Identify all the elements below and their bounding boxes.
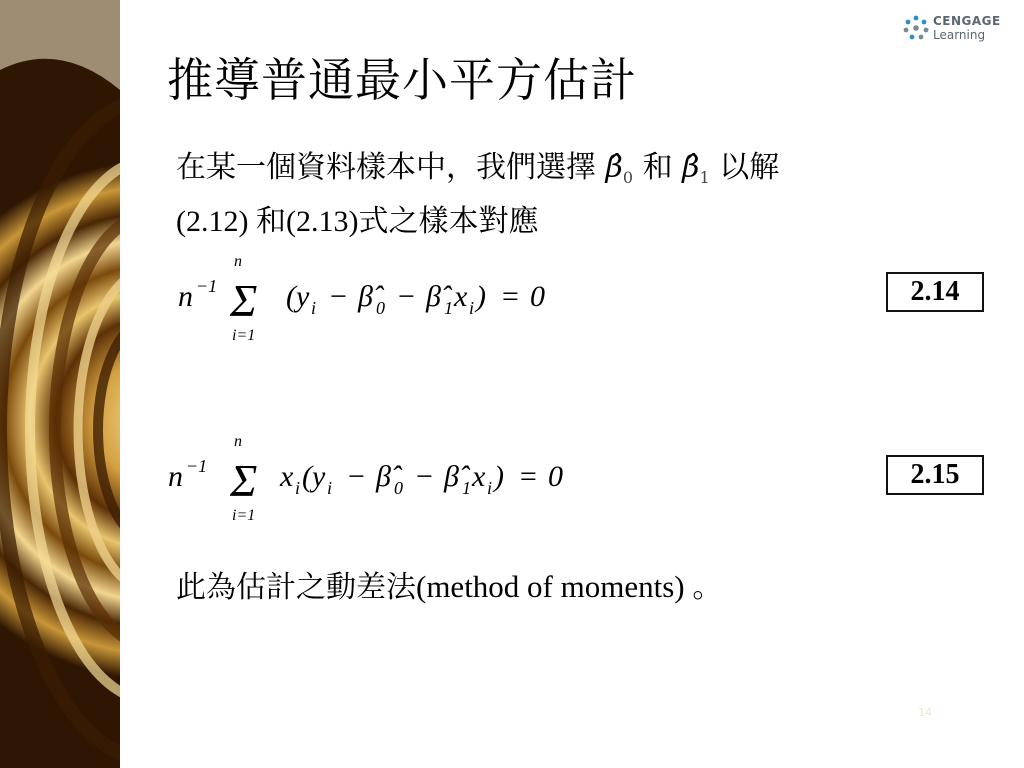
svg-text:1: 1 <box>462 478 471 498</box>
svg-text:y: y <box>296 280 310 313</box>
svg-text:0: 0 <box>530 280 545 313</box>
svg-text:1: 1 <box>444 298 453 318</box>
svg-text:0: 0 <box>376 298 385 318</box>
svg-text:x: x <box>472 460 486 493</box>
slide-title: 推導普通最小平方估計 <box>167 53 637 107</box>
equation-2-15 <box>168 434 628 524</box>
svg-text:β̂: β̂ <box>426 280 441 313</box>
svg-text:x: x <box>280 460 294 493</box>
intro-text-part2: 以解 <box>709 150 780 185</box>
svg-text:β̂: β̂ <box>376 460 391 493</box>
equation-number-box-2-14: 2.14 <box>886 272 984 312</box>
svg-text:i: i <box>295 478 301 498</box>
svg-text:n: n <box>234 434 242 450</box>
svg-text:y: y <box>312 460 326 493</box>
cengage-learning-logo <box>902 12 1002 46</box>
conclusion-latin: (method of moments) <box>416 569 693 604</box>
svg-text:0: 0 <box>548 460 563 493</box>
intro-paragraph <box>176 146 976 244</box>
logo-text-cengage: CENGAGE <box>933 14 1001 28</box>
svg-text:β̂: β̂ <box>444 460 459 493</box>
conclusion-chinese: 此為估計之動差法 <box>176 570 416 605</box>
svg-text:i=1: i=1 <box>232 327 256 344</box>
svg-text:i: i <box>469 298 475 318</box>
equation-number-box-2-15: 2.15 <box>886 455 984 495</box>
svg-text:−: − <box>346 460 367 493</box>
svg-text:): ) <box>476 280 486 313</box>
svg-text:i=1: i=1 <box>232 507 256 524</box>
intro-text-line2: (2.12) 和(2.13)式之樣本對應 <box>176 205 539 238</box>
svg-text:−: − <box>396 280 417 313</box>
svg-text:x: x <box>454 280 468 313</box>
svg-text:−: − <box>328 280 349 313</box>
intro-text-part1: 在某一個資料樣本中，我們選擇 <box>176 150 606 185</box>
beta1-hat-symbol: $\betâ_1$ <box>682 150 710 187</box>
conclusion-tail: 。 <box>692 570 723 605</box>
svg-text:−1: −1 <box>186 456 208 476</box>
beta0-hat-symbol: $\betâ_0$ <box>605 150 634 187</box>
svg-text:(: ( <box>302 460 312 493</box>
conclusion-text <box>176 562 722 606</box>
logo-mark-icon <box>902 14 930 42</box>
svg-text:): ) <box>494 460 504 493</box>
svg-text:n: n <box>168 460 183 493</box>
svg-text:i: i <box>311 298 317 318</box>
svg-text:Σ: Σ <box>230 455 258 506</box>
svg-text:β̂: β̂ <box>358 280 373 313</box>
page-number: 14 <box>918 706 932 719</box>
svg-text:−1: −1 <box>196 276 218 296</box>
intro-text-and: 和 <box>633 150 683 185</box>
svg-text:0: 0 <box>394 478 403 498</box>
svg-text:n: n <box>234 254 242 270</box>
svg-text:(: ( <box>286 280 296 313</box>
svg-text:i: i <box>487 478 493 498</box>
equation-2-14 <box>178 254 618 344</box>
svg-text:Σ: Σ <box>230 275 258 326</box>
curl-graphic <box>0 0 120 768</box>
logo-text-learning: Learning <box>933 28 986 42</box>
svg-text:−: − <box>414 460 435 493</box>
svg-text:=: = <box>500 280 521 313</box>
svg-text:n: n <box>178 280 193 313</box>
svg-text:i: i <box>327 478 333 498</box>
decorative-paper-curl-image <box>0 0 120 768</box>
svg-text:=: = <box>518 460 539 493</box>
